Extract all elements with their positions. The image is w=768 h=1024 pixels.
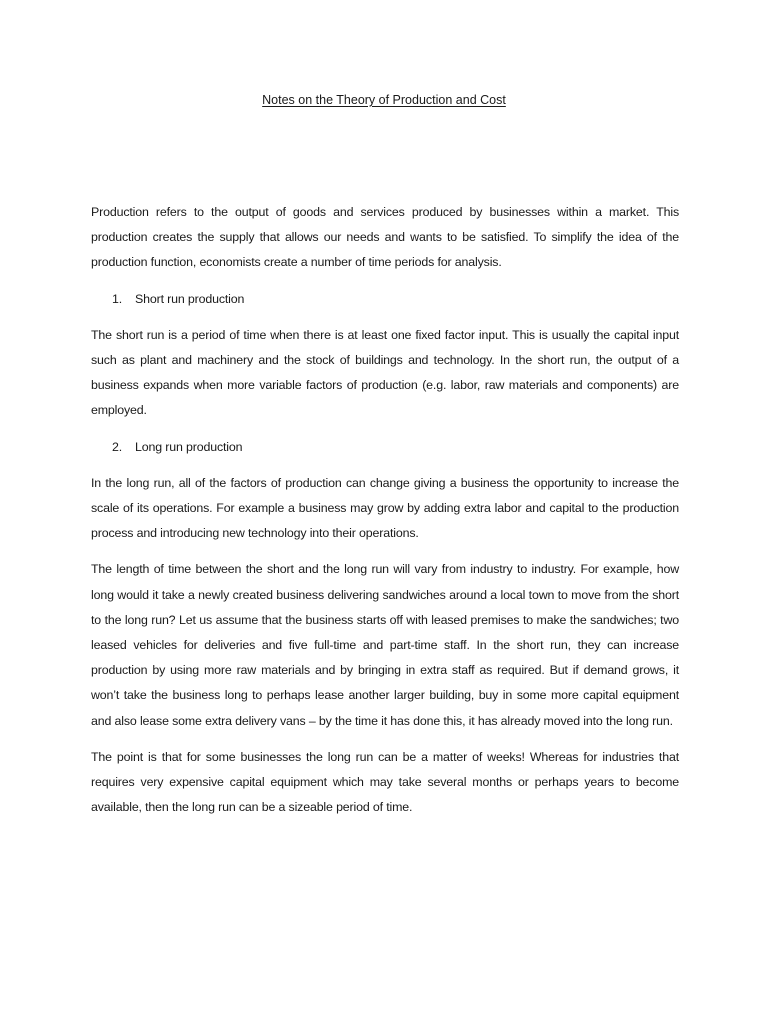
document-title: Notes on the Theory of Production and Cost	[262, 93, 506, 107]
long-run-paragraph-2: The length of time between the short and the long run will vary from industry to industry. For example, how long would it take a newly created business delivering sandwiches around a local town to move from the short to the long run? Let us assume that the business starts off with leased premises to make the sandwiches; two leased vehicles for deliveries and five full-time and part-time staff. In the short run, they can increase production by using more raw materials and by bringing in extra staff as required. But if demand grows, it won’t take the business long to perhaps lease another larger building, buy in some more capital equipment and also lease some extra delivery vans – by the time it has done this, it has already moved into the long run.	[91, 562, 679, 728]
long-run-paragraph-1: In the long run, all of the factors of production can change giving a business the opportunity to increase the scale of its operations. For example a business may grow by adding extra labor and capital to the production process and introducing new technology into their operations.	[91, 475, 679, 541]
long-run-paragraph-3: The point is that for some businesses the long run can be a matter of weeks! Whereas for industries that requires very expensive capital equipment which may take several months or perhaps years to become available, then the long run can be a sizeable period of time.	[91, 749, 679, 815]
section-number: 1.	[112, 291, 123, 306]
section-heading-text: Short run production	[135, 291, 245, 306]
document-body	[91, 200, 679, 831]
short-run-paragraph: The short run is a period of time when there is at least one fixed factor input. This is usually the capital input such as plant and machinery and the stock of buildings and technology. In the short run, the output of a business expands when more variable factors of production (e.g. labor, raw materials and components) are employed.	[91, 327, 679, 418]
section-heading-text: Long run production	[135, 439, 243, 454]
section-number: 2.	[112, 439, 123, 454]
intro-paragraph: Production refers to the output of goods and services produced by businesses within a market. This production creates the supply that allows our needs and wants to be satisfied. To simplify the idea of the production function, economists create a number of time periods for analysis.	[91, 205, 679, 270]
section-heading-long-run	[91, 435, 679, 460]
section-heading-short-run	[91, 287, 679, 312]
